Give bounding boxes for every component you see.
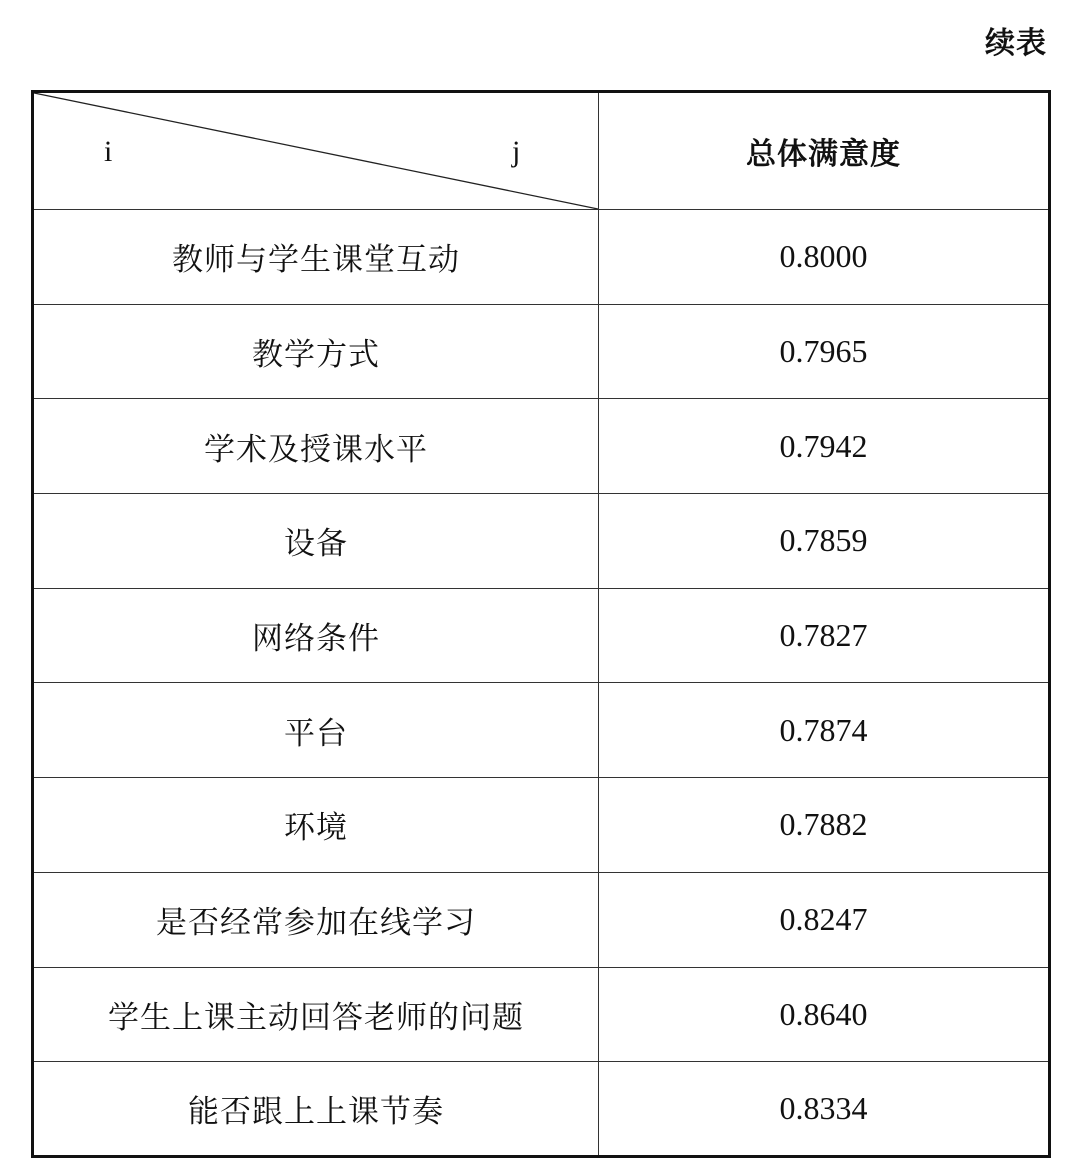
table-row — [33, 683, 1050, 778]
table-row — [33, 399, 1050, 494]
satisfaction-table-container — [31, 90, 1048, 1155]
row-value: 0.8640 — [599, 967, 1050, 1062]
row-label: 学术及授课水平 — [33, 399, 599, 494]
row-value: 0.8000 — [599, 210, 1050, 305]
row-label: 教师与学生课堂互动 — [33, 210, 599, 305]
row-label: 教学方式 — [33, 304, 599, 399]
row-label: 设备 — [33, 494, 599, 589]
row-value: 0.7827 — [599, 588, 1050, 683]
satisfaction-table — [31, 90, 1051, 1158]
corner-row-label: i — [104, 135, 113, 168]
row-label: 能否跟上上课节奏 — [33, 1062, 599, 1157]
table-row — [33, 588, 1050, 683]
table-row — [33, 872, 1050, 967]
row-value: 0.7965 — [599, 304, 1050, 399]
table-row — [33, 967, 1050, 1062]
row-value: 0.8334 — [599, 1062, 1050, 1157]
row-label: 学生上课主动回答老师的问题 — [33, 967, 599, 1062]
table-row — [33, 210, 1050, 305]
table-row — [33, 494, 1050, 589]
row-label: 平台 — [33, 683, 599, 778]
table-row — [33, 304, 1050, 399]
row-label: 网络条件 — [33, 588, 599, 683]
column-header-overall-satisfaction: 总体满意度 — [599, 92, 1050, 210]
table-header-row — [33, 92, 1050, 210]
table-caption: 续表 — [985, 26, 1047, 61]
diagonal-corner-cell — [33, 92, 599, 210]
row-label: 是否经常参加在线学习 — [33, 872, 599, 967]
table-row — [33, 778, 1050, 873]
corner-col-label: j — [512, 135, 521, 168]
row-label: 环境 — [33, 778, 599, 873]
row-value: 0.7874 — [599, 683, 1050, 778]
row-value: 0.7882 — [599, 778, 1050, 873]
row-value: 0.7942 — [599, 399, 1050, 494]
row-value: 0.7859 — [599, 494, 1050, 589]
row-value: 0.8247 — [599, 872, 1050, 967]
table-row — [33, 1062, 1050, 1157]
